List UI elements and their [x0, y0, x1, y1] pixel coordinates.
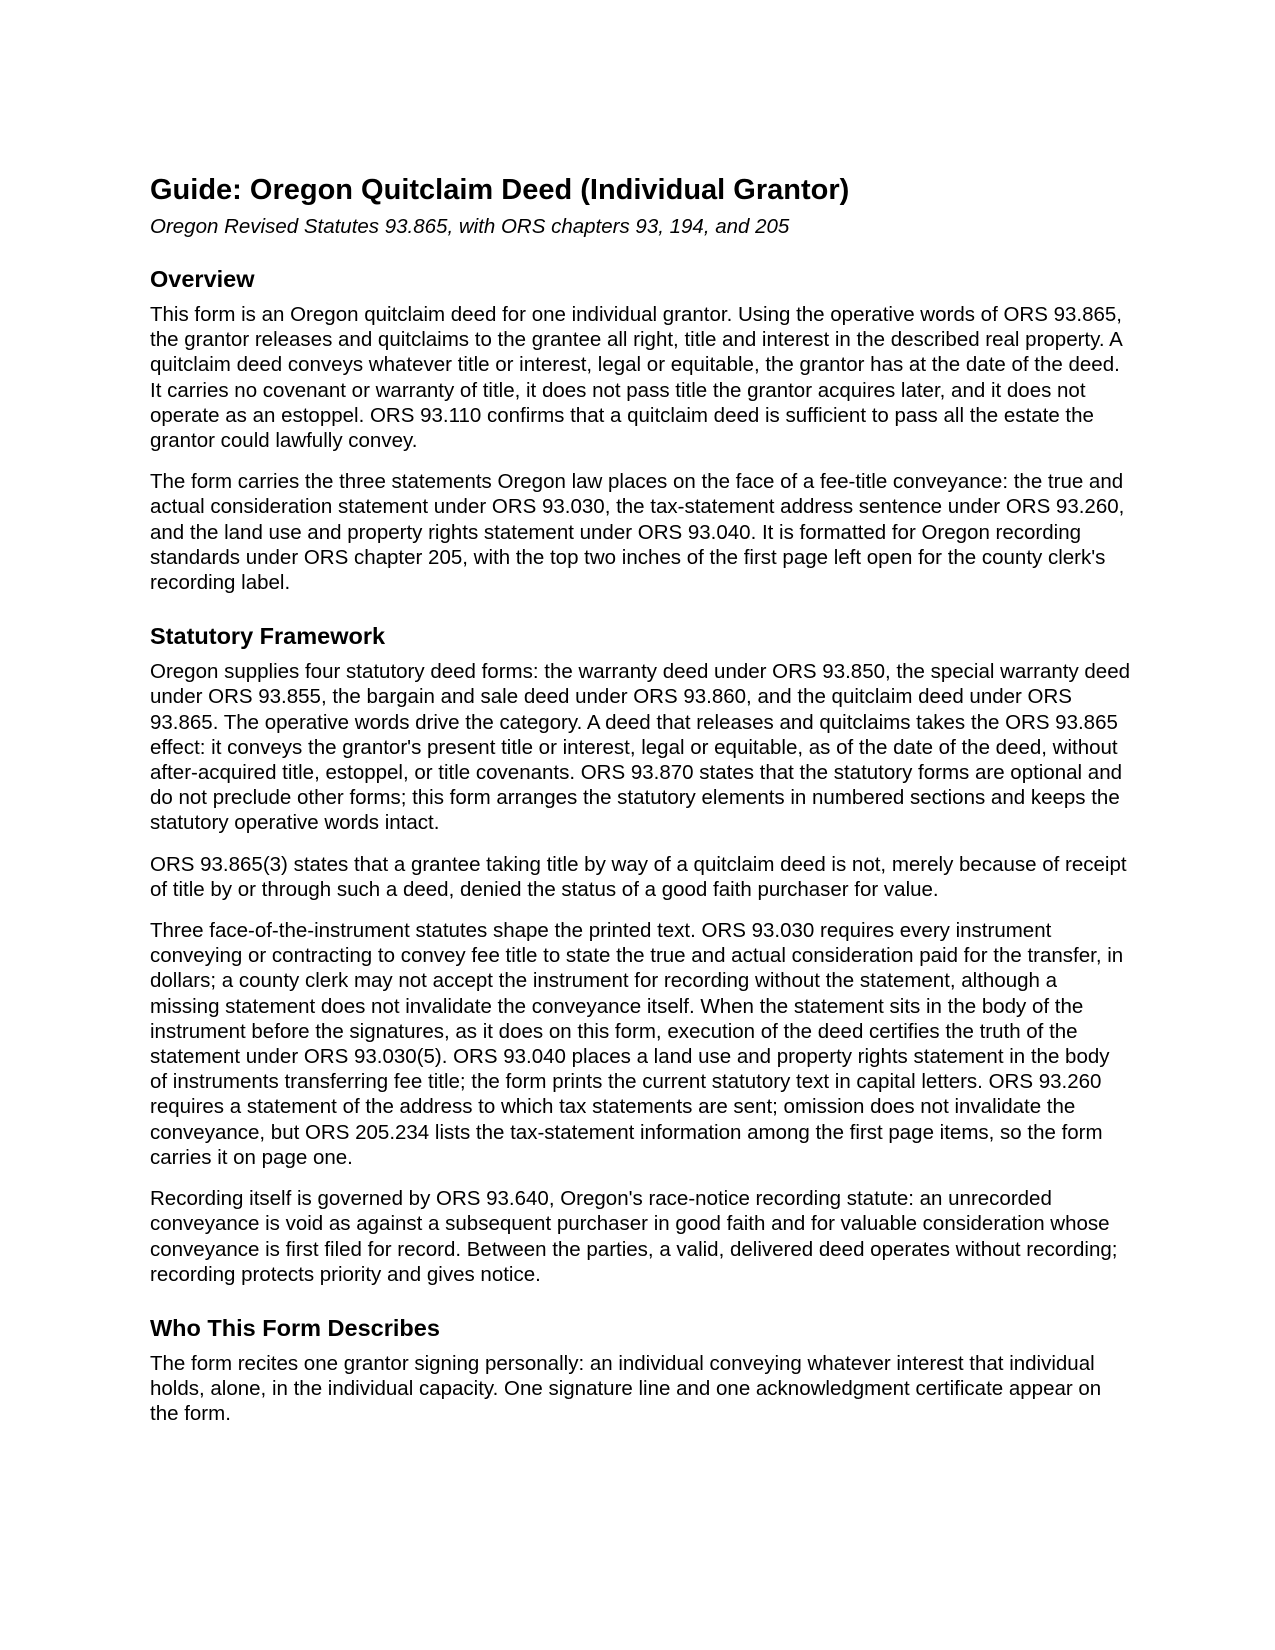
paragraph: This form is an Oregon quitclaim deed for one individual grantor. Using the operative words of ORS 93.865, the grantor releases and quitclaims to the grantee all right, title and interest in the described real property. A quitclaim deed conveys whatever title or interest, legal or equitable, the grantor has at the date of the deed. It carries no covenant or warranty of title, it does not pass title the grantor acquires later, and it does not operate as an estoppel. ORS 93.110 confirms that a quitclaim deed is sufficient to pass all the estate the grantor could lawfully convey. — [150, 303, 1122, 453]
paragraph: ORS 93.865(3) states that a grantee taking title by way of a quitclaim deed is not, merely because of receipt of title by or through such a deed, denied the status of a good faith purchaser for value. — [150, 852, 1127, 901]
section-heading-who-this-form-describes: Who This Form Describes — [150, 1314, 440, 1341]
paragraph: The form carries the three statements Oregon law places on the face of a fee-title conveyance: the true and actual consideration statement under ORS 93.030, the tax-statement address sentence under ORS 93.260, and the land use and property rights statement under ORS 93.040. It is formatted for Oregon recording standards under ORS chapter 205, with the top two inches of the first page left open for the county clerk's recording label. — [150, 470, 1125, 595]
section-overview — [150, 264, 1130, 595]
section-heading-statutory-framework: Statutory Framework — [150, 623, 386, 650]
section-statutory-framework — [150, 621, 1130, 1287]
paragraph: Oregon supplies four statutory deed forms: the warranty deed under ORS 93.850, the special warranty deed under ORS 93.855, the bargain and sale deed under ORS 93.860, and the quitclaim deed under ORS 93.865. The operative words drive the category. A deed that releases and quitclaims takes the ORS 93.865 effect: it conveys the grantor's present title or interest, legal or equitable, as of the date of the deed, without after-acquired title, estoppel, or title covenants. ORS 93.870 states that the statutory forms are optional and do not preclude other forms; this form arranges the statutory elements in numbered sections and keeps the statutory operative words intact. — [150, 660, 1130, 835]
document-page — [150, 172, 1130, 1453]
section-heading-overview: Overview — [150, 266, 255, 292]
paragraph: The form recites one grantor signing personally: an individual conveying whatever interest that individual holds, alone, in the individual capacity. One signature line and one acknowledgment certificate appear on the form. — [150, 1351, 1102, 1426]
paragraph: Recording itself is governed by ORS 93.640, Oregon's race-notice recording statute: an unrecorded conveyance is void as against a subsequent purchaser in good faith and for valuable consideration whose conveyance is first filed for record. Between the parties, a valid, delivered deed operates without recording; recording protects priority and gives notice. — [150, 1187, 1118, 1286]
section-who-this-form-describes — [150, 1313, 1130, 1427]
document-subtitle: Oregon Revised Statutes 93.865, with ORS chapters 93, 194, and 205 — [150, 215, 790, 238]
document-title: Guide: Oregon Quitclaim Deed (Individual Grantor) — [150, 174, 850, 206]
paragraph: Three face-of-the-instrument statutes shape the printed text. ORS 93.030 requires every instrument conveying or contracting to convey fee title to state the true and actual consideration paid for the transfer, in dollars; a county clerk may not accept the instrument for recording without the statement, although a missing statement does not invalidate the conveyance itself. When the statement sits in the body of the instrument before the signatures, as it does on this form, execution of the deed certifies the truth of the statement under ORS 93.030(5). ORS 93.040 places a land use and property rights statement in the body of instruments transferring fee title; the form prints the current statutory text in capital letters. ORS 93.260 requires a statement of the address to which tax statements are sent; omission does not invalidate the conveyance, but ORS 205.234 lists the tax-statement information among the first page items, so the form carries it on page one. — [150, 919, 1124, 1169]
